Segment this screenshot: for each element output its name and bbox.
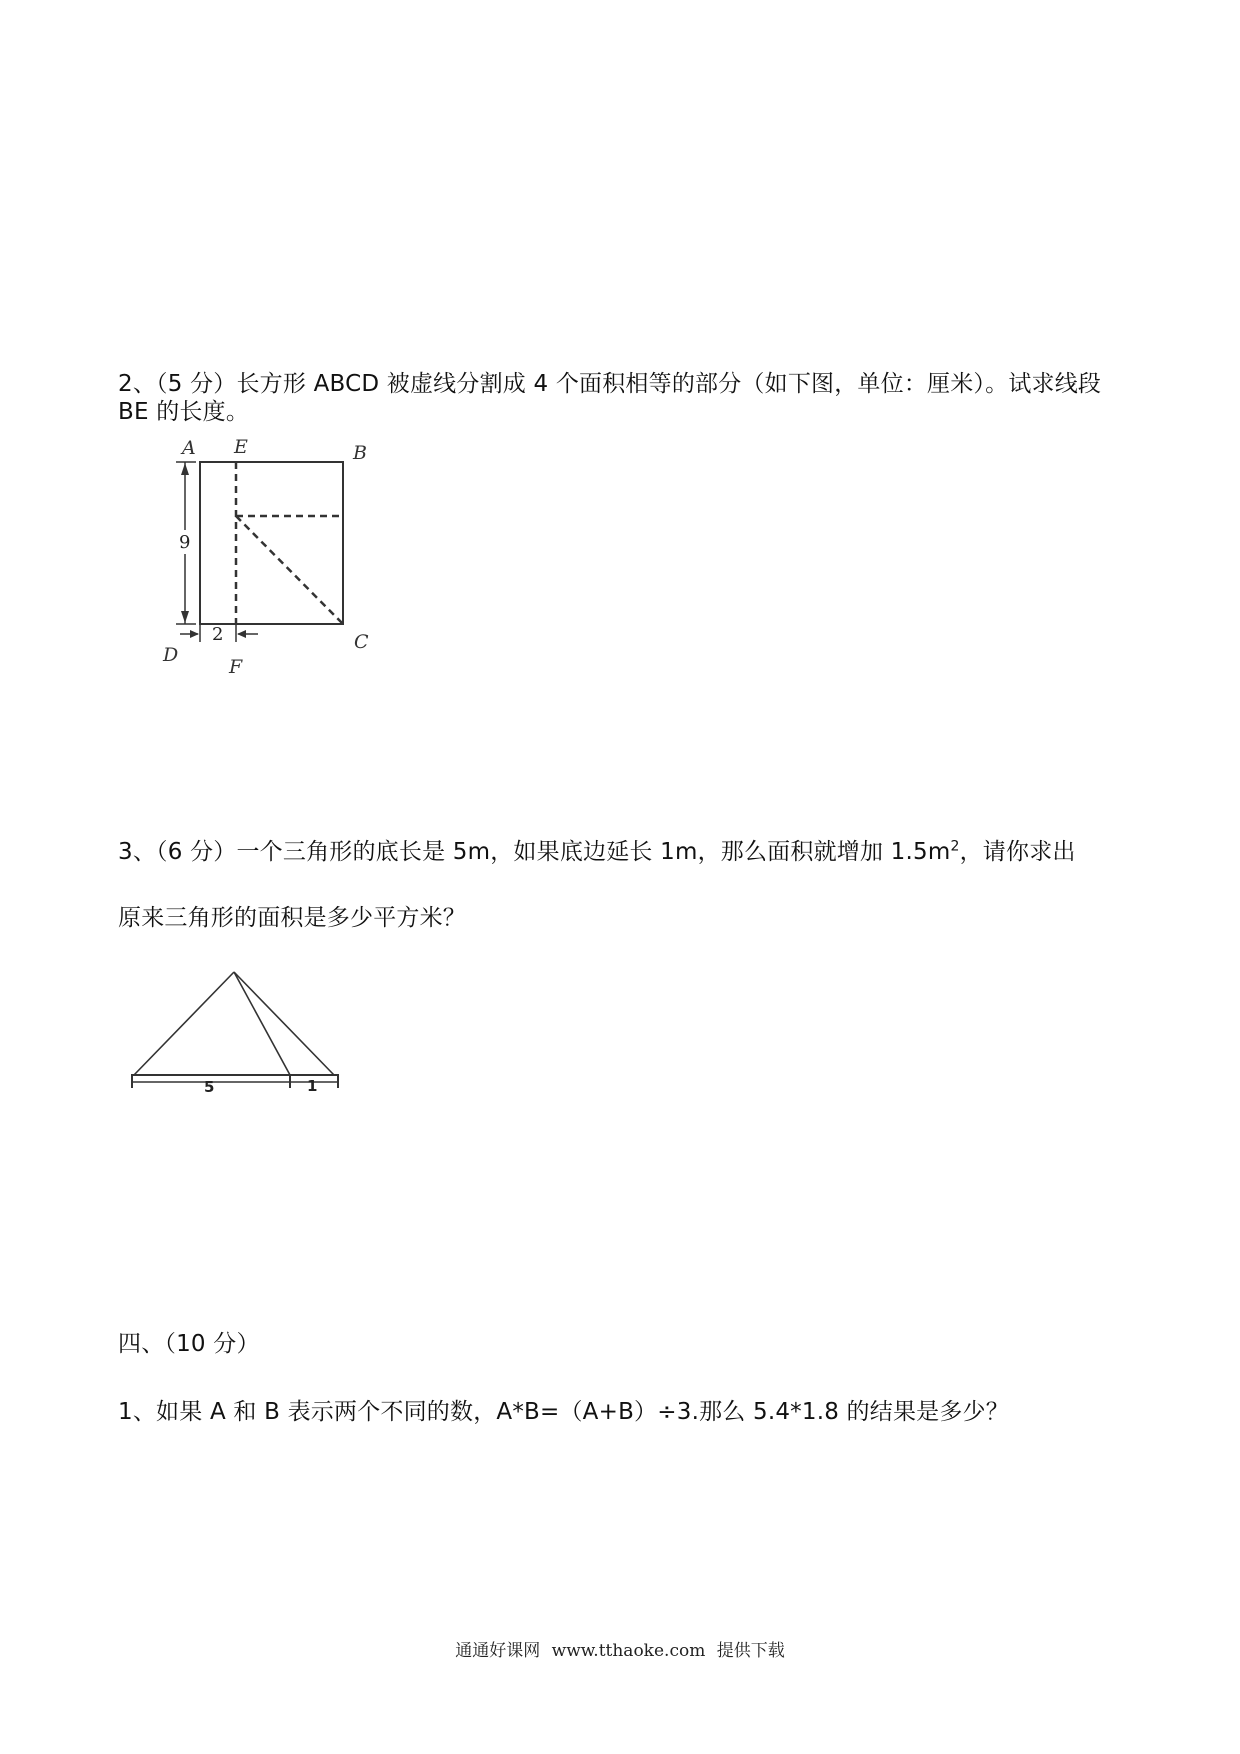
- page-footer: 通通好课网 www.tthaoke.com 提供下载: [455, 1641, 785, 1661]
- label-a: A: [182, 437, 196, 459]
- extension-length-label: 1: [307, 1077, 318, 1095]
- base-length-label: 5: [204, 1078, 215, 1095]
- dashed-line-diagonal: [236, 516, 343, 624]
- arrow-right-icon: [190, 630, 199, 638]
- arrow-up-icon: [181, 463, 189, 475]
- width-label: 2: [212, 624, 224, 645]
- question-2-text: 2、（5 分）长方形 ABCD 被虚线分割成 4 个面积相等的部分（如下图，单位：厘米）。试求线段 BE 的长度。: [118, 371, 1102, 425]
- height-label: 9: [179, 532, 191, 553]
- rectangle-abcd: [200, 462, 343, 624]
- label-e: E: [234, 436, 248, 458]
- label-f: F: [229, 656, 243, 678]
- arrow-down-icon: [181, 611, 189, 623]
- arrow-left-icon: [237, 630, 246, 638]
- section-4-title: 四、（10 分）: [118, 1331, 260, 1357]
- question-3-line-2: 原来三角形的面积是多少平方米？: [118, 905, 466, 931]
- triangle-left-side: [134, 972, 234, 1075]
- rectangle-figure: [150, 430, 390, 680]
- triangle-middle-side: [234, 972, 290, 1075]
- question-3-line-1: 3、（6 分）一个三角形的底长是 5m，如果底边延长 1m，那么面积就增加 $1.5m^2$，请你求出: [118, 838, 1076, 865]
- label-b: B: [353, 442, 367, 464]
- label-d: D: [163, 644, 179, 666]
- label-c: C: [354, 631, 369, 653]
- triangle-figure: [120, 960, 360, 1095]
- triangle-right-side: [234, 972, 334, 1075]
- section-4-question-1: 1、如果 A 和 B 表示两个不同的数，A*B=（A+B）÷3.那么 5.4*1.8 的结果是多少？: [118, 1399, 1009, 1425]
